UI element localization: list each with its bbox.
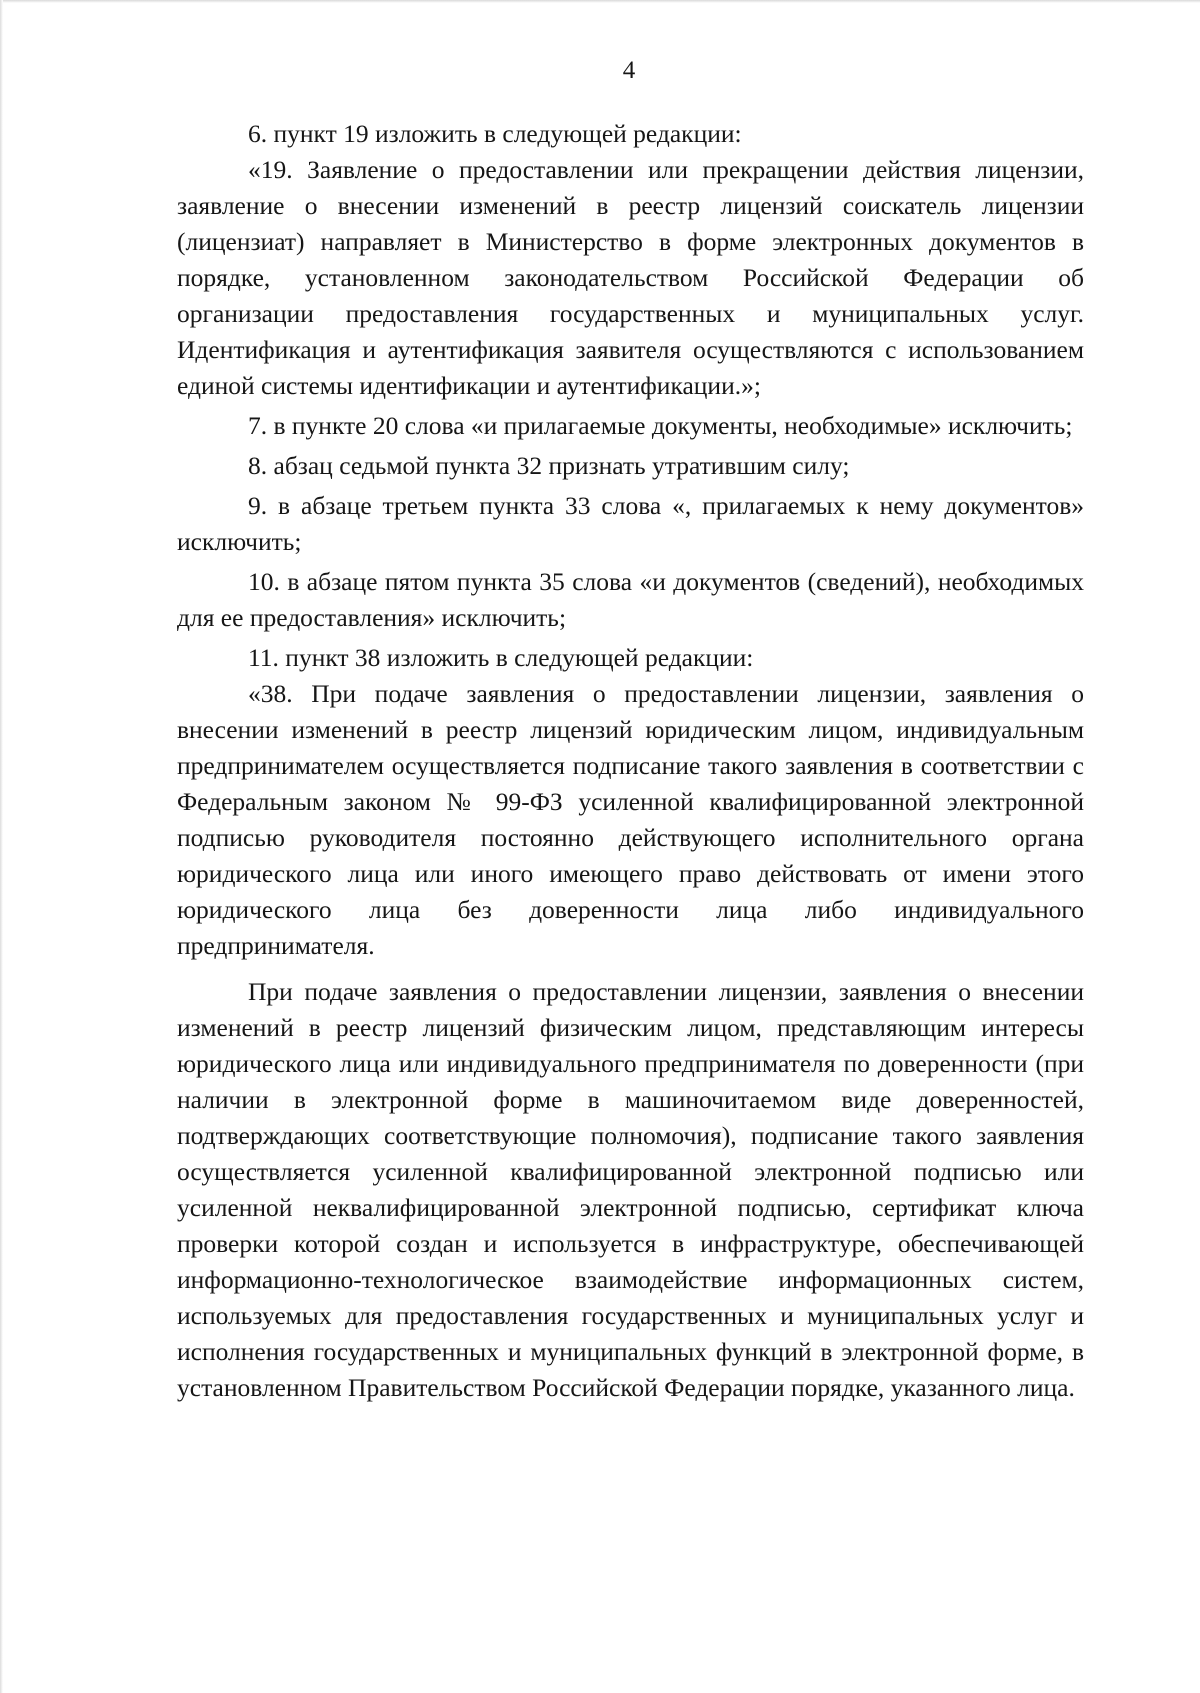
paragraph-item-8: 8. абзац седьмой пункта 32 признать утратившим силу; — [248, 451, 850, 480]
document-body — [177, 116, 1084, 1406]
page-number: 4 — [622, 57, 636, 84]
scan-edge-top — [0, 0, 1200, 3]
paragraph-quoted-point-19: «19. Заявление о предоставлении или прекращении действия лицензии, заявление о внесении изменений в реестр лицензий соискатель лицензии (лицензиат) направляет в Министерство в форме электронных документов в порядке, установленном законодательством Российской Федерации об организации предоставления государственных и муниципальных услуг. Идентификация и аутентификация заявителя осуществляются с использованием единой системы идентификации и аутентификации.»; — [177, 155, 1084, 400]
paragraph-item-7: 7. в пункте 20 слова «и прилагаемые документы, необходимые» исключить; — [248, 411, 1073, 440]
paragraph-item-9: 9. в абзаце третьем пункта 33 слова «, прилагаемых к нему документов» исключить; — [177, 491, 1084, 556]
scan-edge-left — [0, 0, 3, 1693]
paragraph-item-10: 10. в абзаце пятом пункта 35 слова «и документов (сведений), необходимых для ее предоставления» исключить; — [177, 567, 1084, 632]
paragraph-item-11: 11. пункт 38 изложить в следующей редакции: — [248, 643, 754, 672]
paragraph-quoted-point-38: «38. При подаче заявления о предоставлении лицензии, заявления о внесении изменений в реестр лицензий юридическим лицом, индивидуальным предпринимателем осуществляется подписание такого заявления в соответствии с Федеральным законом № 99-ФЗ усиленной квалифицированной электронной подписью руководителя постоянно действующего исполнительного органа юридического лица или иного имеющего право действовать от имени этого юридического лица без доверенности лица либо индивидуального предпринимателя. — [177, 679, 1084, 960]
paragraph-representative-signing: При подаче заявления о предоставлении лицензии, заявления о внесении изменений в реестр лицензий физическим лицом, представляющим интересы юридического лица или индивидуального предпринимателя по доверенности (при наличии в электронной форме в машиночитаемом виде доверенностей, подтверждающих соответствующие полномочия), подписание такого заявления осуществляется усиленной квалифицированной электронной подписью или усиленной неквалифицированной электронной подписью, сертификат ключа проверки которой создан и используется в инфраструктуре, обеспечивающей информационно-технологическое взаимодействие информационных систем, используемых для предоставления государственных и муниципальных услуг и исполнения государственных и муниципальных функций в электронной форме, в установленном Правительством Российской Федерации порядке, указанного лица. — [177, 977, 1084, 1402]
paragraph-item-6: 6. пункт 19 изложить в следующей редакции: — [248, 119, 742, 148]
